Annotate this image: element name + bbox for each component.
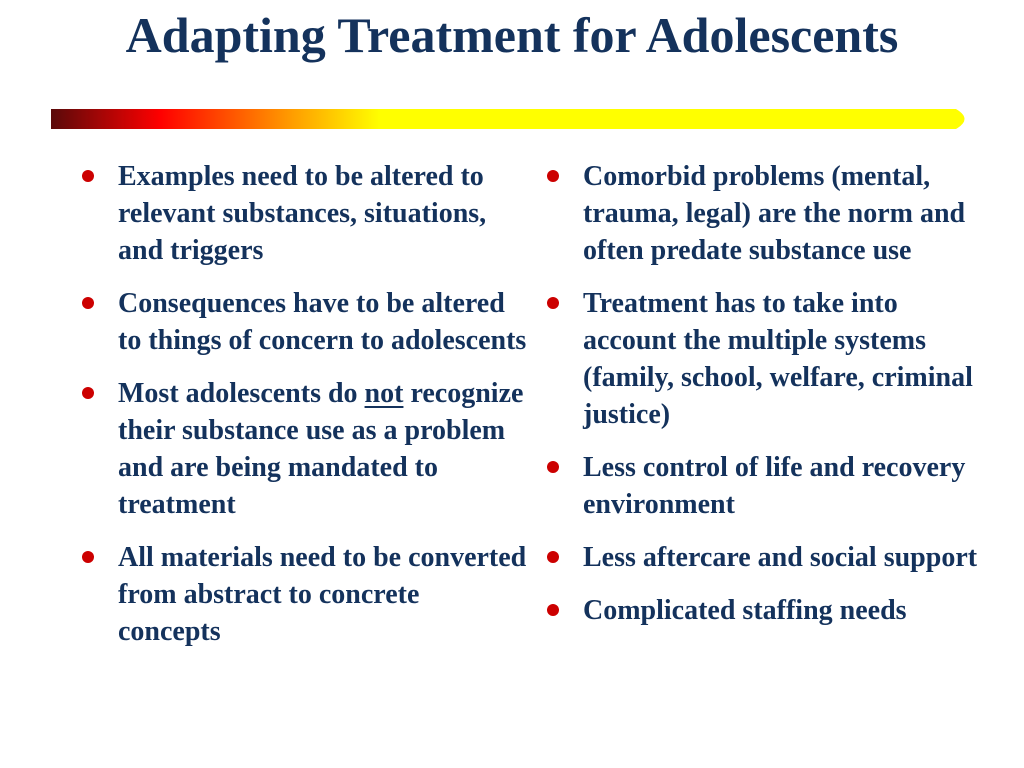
slide-title: Adapting Treatment for Adolescents (125, 7, 899, 63)
bullet-item (80, 285, 528, 359)
bullet-text: Treatment has to take into account the multiple systems (family, school, welfare, criminal justice) (583, 288, 973, 430)
bullet-item (80, 158, 528, 269)
bullet-text-lead: Most adolescents do (118, 378, 365, 409)
bullet-dot-icon (547, 297, 559, 309)
bullet-item (545, 592, 985, 629)
bullet-item (545, 539, 985, 576)
bullet-dot-icon (82, 551, 94, 563)
bullet-item (545, 449, 985, 523)
bullet-text-tail: recognize their substance use as a problem and are being mandated to treatment (118, 378, 524, 520)
bullet-text: Examples need to be altered to relevant substances, situations, and triggers (118, 161, 487, 266)
bullet-text (118, 378, 523, 520)
bullet-item (545, 158, 985, 269)
bullet-dot-icon (82, 170, 94, 182)
bullet-text: Less control of life and recovery environment (583, 452, 966, 520)
bullet-dot-icon (547, 461, 559, 473)
bullet-text: Complicated staffing needs (583, 595, 907, 626)
bullet-dot-icon (547, 604, 559, 616)
left-bullet-list (80, 158, 528, 666)
bullet-dot-icon (82, 387, 94, 399)
emphasized-word: not (364, 378, 404, 409)
bullet-dot-icon (547, 170, 559, 182)
bullet-item (545, 285, 985, 433)
bullet-text: Comorbid problems (mental, trauma, legal) are the norm and often predate substance use (583, 161, 966, 266)
bullet-text: All materials need to be converted from abstract to concrete concepts (118, 542, 527, 647)
bullet-text: Consequences have to be altered to things of concern to adolescents (118, 288, 527, 356)
bullet-item (80, 539, 528, 650)
bullet-dot-icon (547, 551, 559, 563)
bullet-dot-icon (82, 297, 94, 309)
bullet-text: Less aftercare and social support (583, 542, 978, 573)
bullet-item (80, 375, 528, 523)
title-divider-rule (51, 109, 973, 129)
right-bullet-list (545, 158, 985, 645)
